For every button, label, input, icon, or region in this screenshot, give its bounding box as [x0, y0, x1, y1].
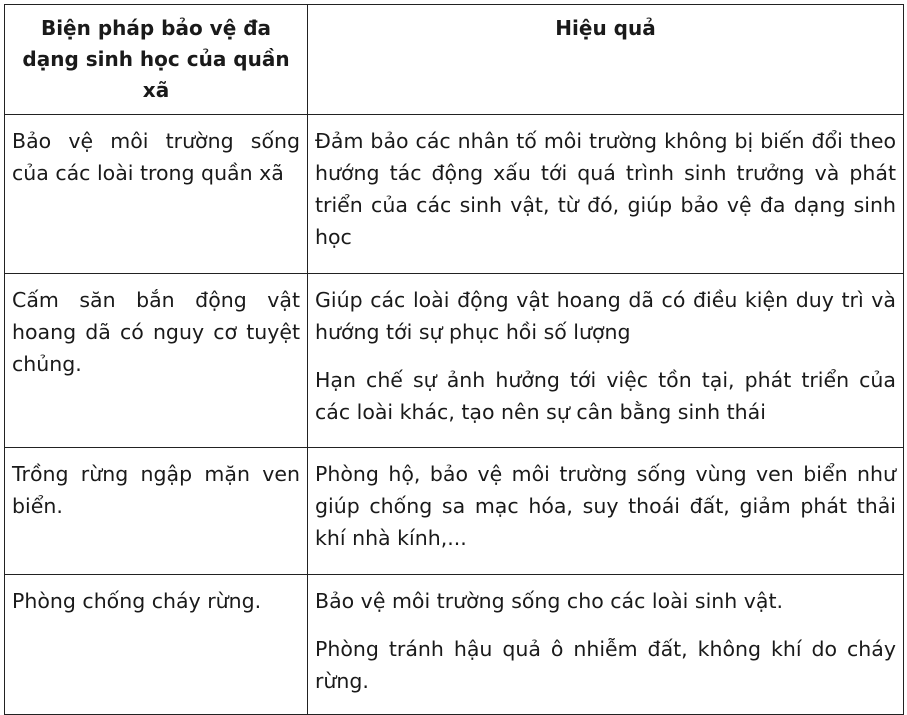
table-row — [5, 274, 904, 448]
header-row — [5, 5, 904, 115]
header-effect: Hiệu quả — [308, 5, 904, 115]
effect-cell — [308, 115, 904, 274]
effect-text: Hạn chế sự ảnh hưởng tới việc tồn tại, phát triển của các loài khác, tạo nên sự cân bằng sinh thái — [315, 368, 896, 424]
table-row — [5, 575, 904, 715]
effect-text: Giúp các loài động vật hoang dã có điều kiện duy trì và hướng tới sự phục hồi số lượng — [315, 288, 896, 344]
effect-text: Bảo vệ môi trường sống cho các loài sinh vật. — [315, 589, 784, 613]
measure-cell: Bảo vệ môi trường sống của các loài trong quần xã — [5, 115, 308, 274]
effect-cell — [308, 448, 904, 575]
measure-cell: Phòng chống cháy rừng. — [5, 575, 308, 715]
table-row — [5, 448, 904, 575]
header-measure: Biện pháp bảo vệ đa dạng sinh học của quần xã — [5, 5, 308, 115]
effect-text: Phòng hộ, bảo vệ môi trường sống vùng ven biển như giúp chống sa mạc hóa, suy thoái đất, giảm phát thải khí nhà kính,... — [315, 462, 896, 550]
measure-cell: Cấm săn bắn động vật hoang dã có nguy cơ tuyệt chủng. — [5, 274, 308, 448]
effect-cell — [308, 575, 904, 715]
biodiversity-table — [4, 4, 904, 715]
table-row — [5, 115, 904, 274]
effect-text: Đảm bảo các nhân tố môi trường không bị biến đổi theo hướng tác động xấu tới quá trình sinh trưởng và phát triển của các sinh vật, từ đó, giúp bảo vệ đa dạng sinh học — [315, 129, 896, 249]
effect-cell — [308, 274, 904, 448]
effect-text: Phòng tránh hậu quả ô nhiễm đất, không khí do cháy rừng. — [315, 637, 896, 693]
measure-cell: Trồng rừng ngập mặn ven biển. — [5, 448, 308, 575]
